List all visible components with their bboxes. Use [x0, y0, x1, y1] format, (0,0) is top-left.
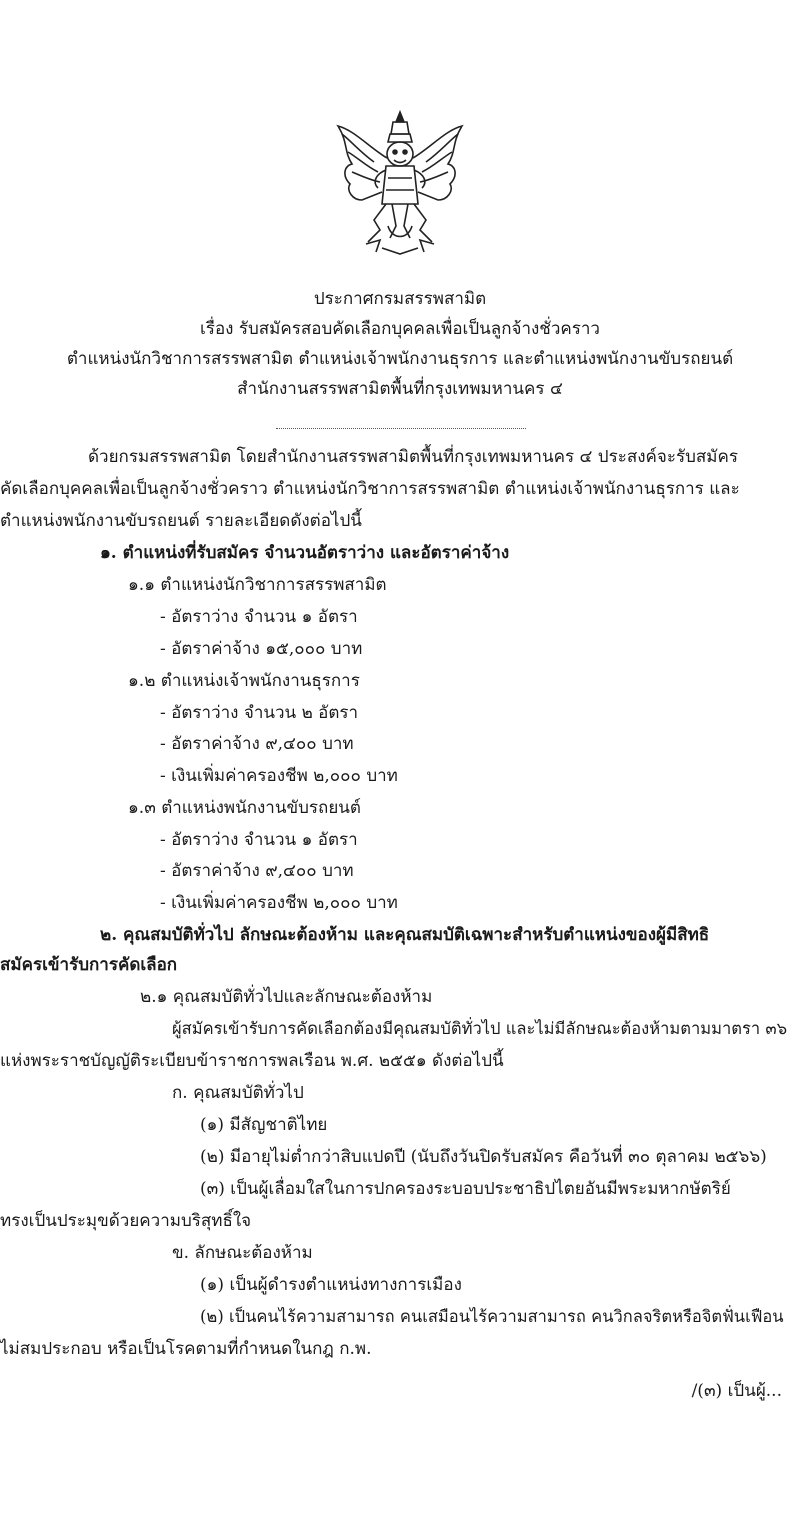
list-item: - อัตราว่าง จำนวน ๑ อัตรา [160, 830, 358, 850]
list-item: - เงินเพิ่มค่าครองชีพ ๒,๐๐๐ บาท [160, 893, 398, 913]
section-1-3-title: ๑.๓ ตำแหน่งพนักงานขับรถยนต์ [128, 798, 361, 818]
list-item: (๑) เป็นผู้ดำรงตำแหน่งทางการเมือง [200, 1275, 462, 1295]
page-continuation: /(๓) เป็นผู้... [691, 1381, 782, 1401]
section-2-1-para-line-2: แห่งพระราชบัญญัติระเบียบข้าราชการพลเรือน พ.ศ. ๒๕๕๑ ดังต่อไปนี้ [0, 1051, 504, 1071]
announcement-title: ประกาศกรมสรรพสามิต [313, 289, 487, 309]
section-2-heading-line-1: ๒. คุณสมบัติทั่วไป ลักษณะต้องห้าม และคุณสมบัติเฉพาะสำหรับตำแหน่งของผู้มีสิทธิ [100, 925, 710, 945]
intro-line-2: คัดเลือกบุคคลเพื่อเป็นลูกจ้างชั่วคราว ตำแหน่งนักวิชาการสรรพสามิต ตำแหน่งเจ้าพนักงานธุรการ และ [0, 479, 740, 499]
list-item: ไม่สมประกอบ หรือเป็นโรคตามที่กำหนดในกฎ ก.พ. [0, 1339, 372, 1359]
office-name: สำนักงานสรรพสามิตพื้นที่กรุงเทพมหานคร ๔ [237, 379, 563, 399]
garuda-emblem-icon [330, 108, 470, 258]
list-item: (๓) เป็นผู้เลื่อมใสในการปกครองระบอบประชาธิปไตยอันมีพระมหากษัตริย์ [200, 1179, 731, 1199]
section-2-heading-line-2: สมัครเข้ารับการคัดเลือก [0, 955, 178, 975]
document-title-block [0, 284, 800, 404]
list-item: - อัตราค่าจ้าง ๙,๔๐๐ บาท [160, 734, 354, 754]
list-item: (๒) มีอายุไม่ต่ำกว่าสิบแปดปี (นับถึงวันปิดรับสมัคร คือวันที่ ๓๐ ตุลาคม ๒๕๖๖) [200, 1147, 767, 1167]
intro-line-1: ด้วยกรมสรรพสามิต โดยสำนักงานสรรพสามิตพื้นที่กรุงเทพมหานคร ๔ ประสงค์จะรับสมัคร [88, 447, 738, 467]
section-1-2-title: ๑.๒ ตำแหน่งเจ้าพนักงานธุรการ [128, 671, 360, 691]
list-item: - อัตราว่าง จำนวน ๒ อัตรา [160, 703, 359, 723]
section-1-1-title: ๑.๑ ตำแหน่งนักวิชาการสรรพสามิต [128, 575, 387, 595]
title-divider [276, 428, 526, 429]
list-item: - อัตราว่าง จำนวน ๑ อัตรา [160, 607, 358, 627]
list-item: - อัตราค่าจ้าง ๑๕,๐๐๐ บาท [160, 639, 363, 659]
list-item: ทรงเป็นประมุขด้วยความบริสุทธิ์ใจ [0, 1211, 252, 1231]
section-1-heading: ๑. ตำแหน่งที่รับสมัคร จำนวนอัตราว่าง และอัตราค่าจ้าง [100, 543, 510, 563]
section-2-1-para-line-1: ผู้สมัครเข้ารับการคัดเลือกต้องมีคุณสมบัติทั่วไป และไม่มีลักษณะต้องห้ามตามมาตรา ๓๖ [172, 1019, 788, 1038]
positions-title: ตำแหน่งนักวิชาการสรรพสามิต ตำแหน่งเจ้าพนักงานธุรการ และตำแหน่งพนักงานขับรถยนต์ [66, 349, 734, 369]
prohibited-characteristics-title: ข. ลักษณะต้องห้าม [172, 1243, 313, 1263]
announcement-subject: เรื่อง รับสมัครสอบคัดเลือกบุคคลเพื่อเป็นลูกจ้างชั่วคราว [200, 319, 600, 339]
list-item: - เงินเพิ่มค่าครองชีพ ๒,๐๐๐ บาท [160, 766, 398, 786]
list-item: (๑) มีสัญชาติไทย [200, 1115, 328, 1135]
general-qualifications-title: ก. คุณสมบัติทั่วไป [172, 1083, 304, 1103]
intro-line-3: ตำแหน่งพนักงานขับรถยนต์ รายละเอียดดังต่อไปนี้ [0, 511, 362, 531]
list-item: (๒) เป็นคนไร้ความสามารถ คนเสมือนไร้ความสามารถ คนวิกลจริตหรือจิตฟั่นเฟือน [200, 1307, 784, 1326]
section-2-1-title: ๒.๑ คุณสมบัติทั่วไปและลักษณะต้องห้าม [140, 987, 433, 1007]
list-item: - อัตราค่าจ้าง ๙,๔๐๐ บาท [160, 861, 354, 881]
